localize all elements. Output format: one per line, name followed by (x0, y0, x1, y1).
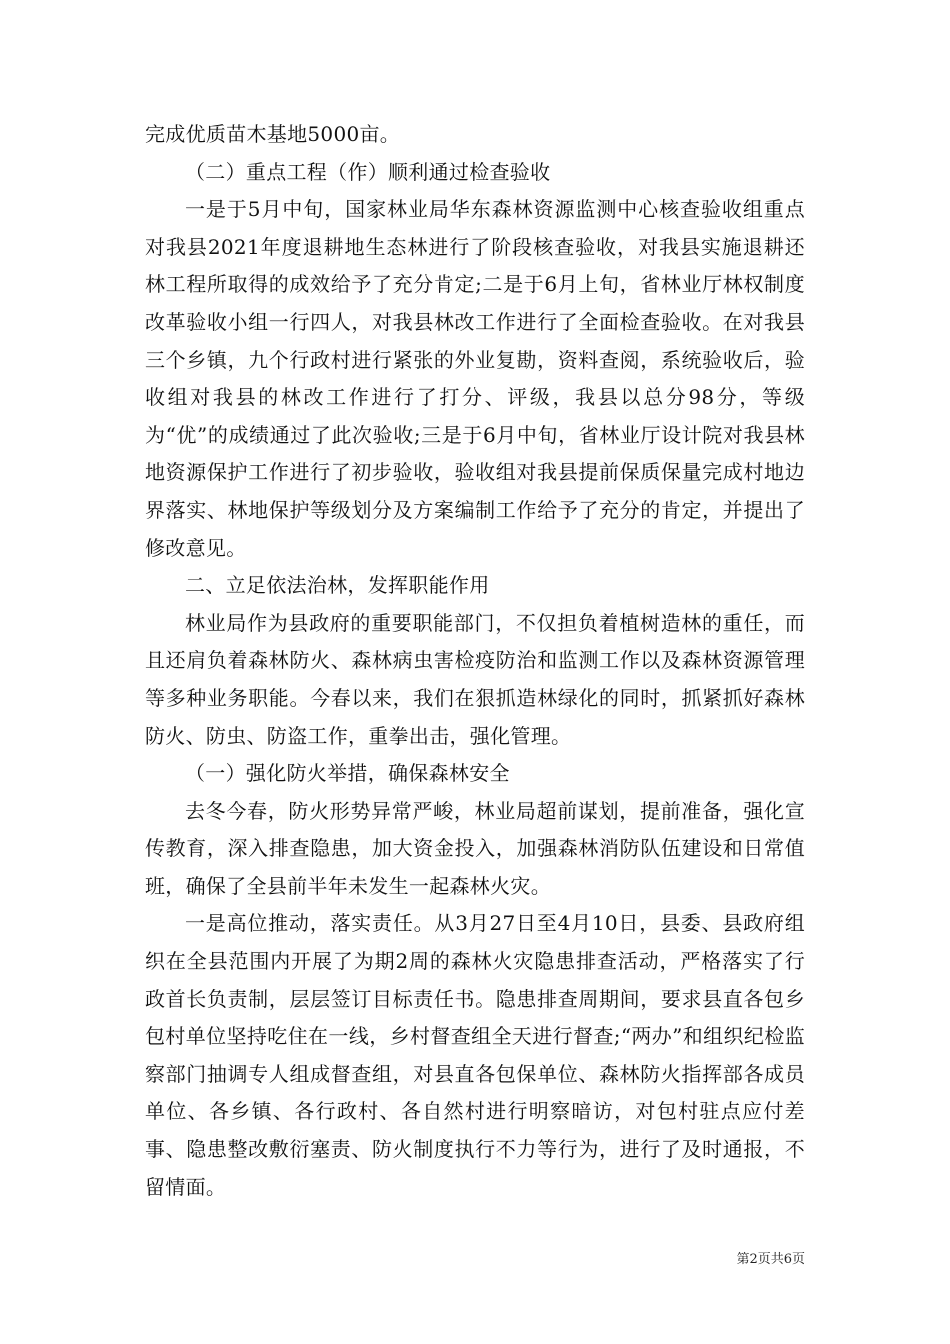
section-heading-rule-of-law: 二、立足依法治林，发挥职能作用 (185, 573, 490, 598)
paragraph-fire-situation: 去冬今春，防火形势异常严峻，林业局超前谋划，提前准备，强化宣传教育，深入排查隐患，加大资金投入，加强森林消防队伍建设和日常值班，确保了全县前半年未发生一起森林火灾。 (145, 798, 805, 898)
paragraph-inspections: 一是于5月中旬，国家林业局华东森林资源监测中心核查验收组重点对我县2021年度退耕地生态林进行了阶段核查验收，对我县实施退耕还林工程所取得的成效给予了充分肯定;二是于6月上旬，省林业厅林权制度改革验收小组一行四人，对我县林改工作进行了全面检查验收。在对我县三个乡镇，九个行政村进行紧张的外业复勘，资料查阅，系统验收后，验收组对我县的林改工作进行了打分、评级，我县以总分98分，等级为“优”的成绩通过了此次验收;三是于6月中旬，省林业厅设计院对我县林地资源保护工作进行了初步验收，验收组对我县提前保质保量完成村地边界落实、林地保护等级划分及方案编制工作给予了充分的肯定，并提出了修改意见。 (145, 197, 805, 560)
page-number: 第2页共6页 (736, 1252, 805, 1267)
document-body (145, 116, 805, 1206)
paragraph-high-level-push: 一是高位推动，落实责任。从3月27日至4月10日，县委、县政府组织在全县范围内开展了为期2周的森林火灾隐患排查活动，严格落实了行政首长负责制，层层签订目标责任书。隐患排查周期间，要求县直各包乡包村单位坚持吃住在一线，乡村督查组全天进行督查;“两办”和组织纪检监察部门抽调专人组成督查组，对县直各包保单位、森林防火指挥部各成员单位、各乡镇、各行政村、各自然村进行明察暗访，对包村驻点应付差事、隐患整改敷衍塞责、防火制度执行不力等行为，进行了及时通报，不留情面。 (145, 911, 805, 1199)
subheading-fire-prevention: （一）强化防火举措，确保森林安全 (185, 761, 510, 786)
paragraph-forestry-bureau-duties: 林业局作为县政府的重要职能部门，不仅担负着植树造林的重任，而且还肩负着森林防火、森林病虫害检疫防治和监测工作以及森林资源管理等多种业务职能。今春以来，我们在狠抓造林绿化的同时，抓紧抓好森林防火、防虫、防盗工作，重拳出击，强化管理。 (145, 610, 805, 748)
paragraph-continuation: 完成优质苗木基地5000亩。 (145, 122, 401, 146)
subheading-key-projects: （二）重点工程（作）顺利通过检查验收 (185, 159, 551, 184)
